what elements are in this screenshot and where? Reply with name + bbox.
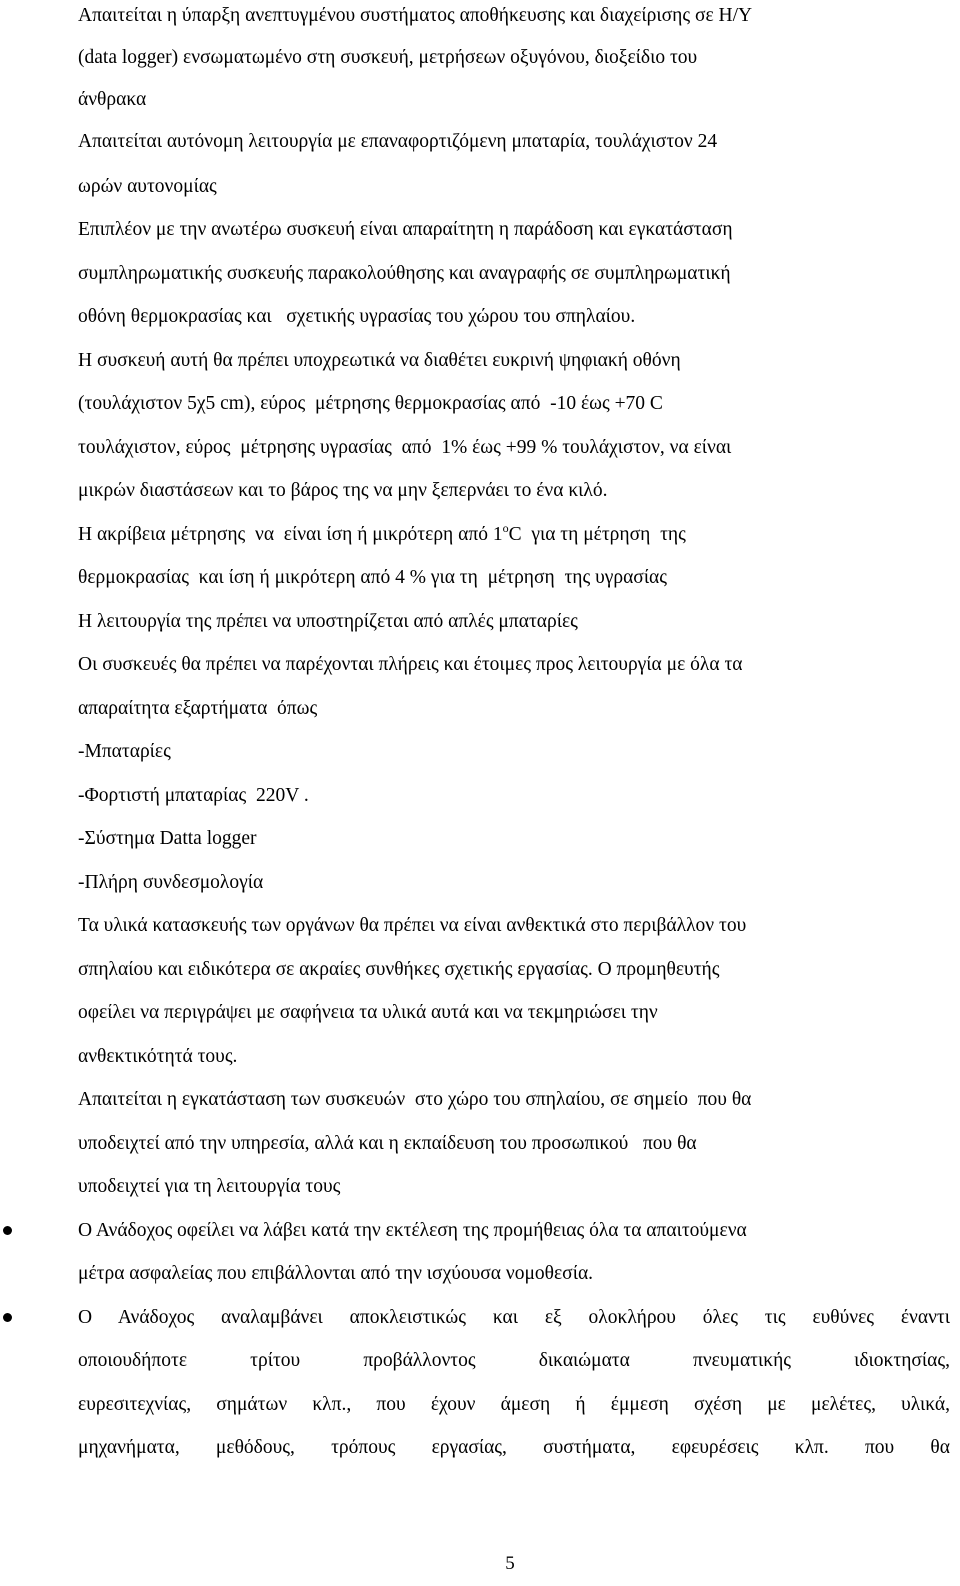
text-line: ωρών αυτονομίας bbox=[78, 176, 217, 197]
bullet-item-text: οποιουδήποτε τρίτου προβάλλοντος δικαιώματα πνευματικής ιδιοκτησίας, bbox=[78, 1350, 950, 1371]
list-item: -Μπαταρίες bbox=[78, 741, 171, 762]
text-line: (τουλάχιστον 5χ5 cm), εύρος μέτρησης θερμοκρασίας από -10 έως +70 C bbox=[78, 393, 663, 414]
bullet-icon bbox=[3, 1313, 12, 1322]
text-line-with-superscript bbox=[78, 523, 686, 547]
text-line: σπηλαίου και ειδικότερα σε ακραίες συνθήκες σχετικής εργασίας. Ο προμηθευτής bbox=[78, 959, 720, 980]
text-line: Τα υλικά κατασκευής των οργάνων θα πρέπει να είναι ανθεκτικά στο περιβάλλον του bbox=[78, 915, 747, 936]
page-number: 5 bbox=[505, 1553, 515, 1574]
text-line: υποδειχτεί για τη λειτουργία τους bbox=[78, 1176, 341, 1197]
bullet-icon bbox=[3, 1226, 12, 1235]
text-line: θερμοκρασίας και ίση ή μικρότερη από 4 % για τη μέτρηση της υγρασίας bbox=[78, 567, 667, 588]
bullet-item-text: Ο Ανάδοχος οφείλει να λάβει κατά την εκτέλεση της προμήθειας όλα τα απαιτούμενα bbox=[78, 1220, 747, 1241]
text-line: Απαιτείται η ύπαρξη ανεπτυγμένου συστήματος αποθήκευσης και διαχείρισης σε Η/Υ bbox=[78, 5, 753, 26]
text-line: οθόνη θερμοκρασίας και σχετικής υγρασίας του χώρου του σπηλαίου. bbox=[78, 306, 636, 327]
bullet-item-text: ευρεσιτεχνίας, σημάτων κλπ., που έχουν άμεση ή έμμεση σχέση με μελέτες, υλικά, bbox=[78, 1394, 950, 1415]
text-line: Η λειτουργία της πρέπει να υποστηρίζεται από απλές μπαταρίες bbox=[78, 611, 578, 632]
text-line: Απαιτείται η εγκατάσταση των συσκευών στο χώρο του σπηλαίου, σε σημείο που θα bbox=[78, 1089, 752, 1110]
bullet-item-text: Ο Ανάδοχος αναλαμβάνει αποκλειστικώς και εξ ολοκλήρου όλες τις ευθύνες έναντι bbox=[78, 1307, 950, 1328]
text-line: τουλάχιστον, εύρος μέτρησης υγρασίας από 1% έως +99 % τουλάχιστον, να είναι bbox=[78, 437, 732, 458]
text-line: οφείλει να περιγράψει με σαφήνεια τα υλικά αυτά και να τεκμηριώσει την bbox=[78, 1002, 658, 1023]
degree-superscript: ο bbox=[502, 521, 509, 535]
text-line: συμπληρωματικής συσκευής παρακολούθησης και αναγραφής σε συμπληρωματική bbox=[78, 263, 731, 284]
text-line: ανθεκτικότητά τους. bbox=[78, 1046, 238, 1067]
list-item: -Σύστημα Datta logger bbox=[78, 828, 257, 849]
text-line: υποδειχτεί από την υπηρεσία, αλλά και η εκπαίδευση του προσωπικού που θα bbox=[78, 1133, 697, 1154]
list-item: -Φορτιστή μπαταρίας 220V . bbox=[78, 785, 309, 806]
text-line: άνθρακα bbox=[78, 89, 147, 110]
text-line: (data logger) ενσωματωμένο στη συσκευή, μετρήσεων οξυγόνου, διοξείδιο του bbox=[78, 47, 698, 68]
text-segment: Η ακρίβεια μέτρησης να είναι ίση ή μικρότερη από 1 bbox=[78, 524, 503, 545]
text-line: απαραίτητα εξαρτήματα όπως bbox=[78, 698, 318, 719]
bullet-item-text: μέτρα ασφαλείας που επιβάλλονται από την ισχύουσα νομοθεσία. bbox=[78, 1263, 594, 1284]
text-line: μικρών διαστάσεων και το βάρος της να μην ξεπερνάει το ένα κιλό. bbox=[78, 480, 608, 501]
text-segment: C για τη μέτρηση της bbox=[508, 524, 686, 545]
text-line: Οι συσκευές θα πρέπει να παρέχονται πλήρεις και έτοιμες προς λειτουργία με όλα τα bbox=[78, 654, 743, 675]
text-line: Επιπλέον με την ανωτέρω συσκευή είναι απαραίτητη η παράδοση και εγκατάσταση bbox=[78, 219, 733, 240]
list-item: -Πλήρη συνδεσμολογία bbox=[78, 872, 264, 893]
text-line: Απαιτείται αυτόνομη λειτουργία με επαναφορτιζόμενη μπαταρία, τουλάχιστον 24 bbox=[78, 131, 718, 152]
text-line: Η συσκευή αυτή θα πρέπει υποχρεωτικά να διαθέτει ευκρινή ψηφιακή οθόνη bbox=[78, 350, 681, 371]
bullet-item-text: μηχανήματα, μεθόδους, τρόπους εργασίας, συστήματα, εφευρέσεις κλπ. που θα bbox=[78, 1437, 950, 1458]
